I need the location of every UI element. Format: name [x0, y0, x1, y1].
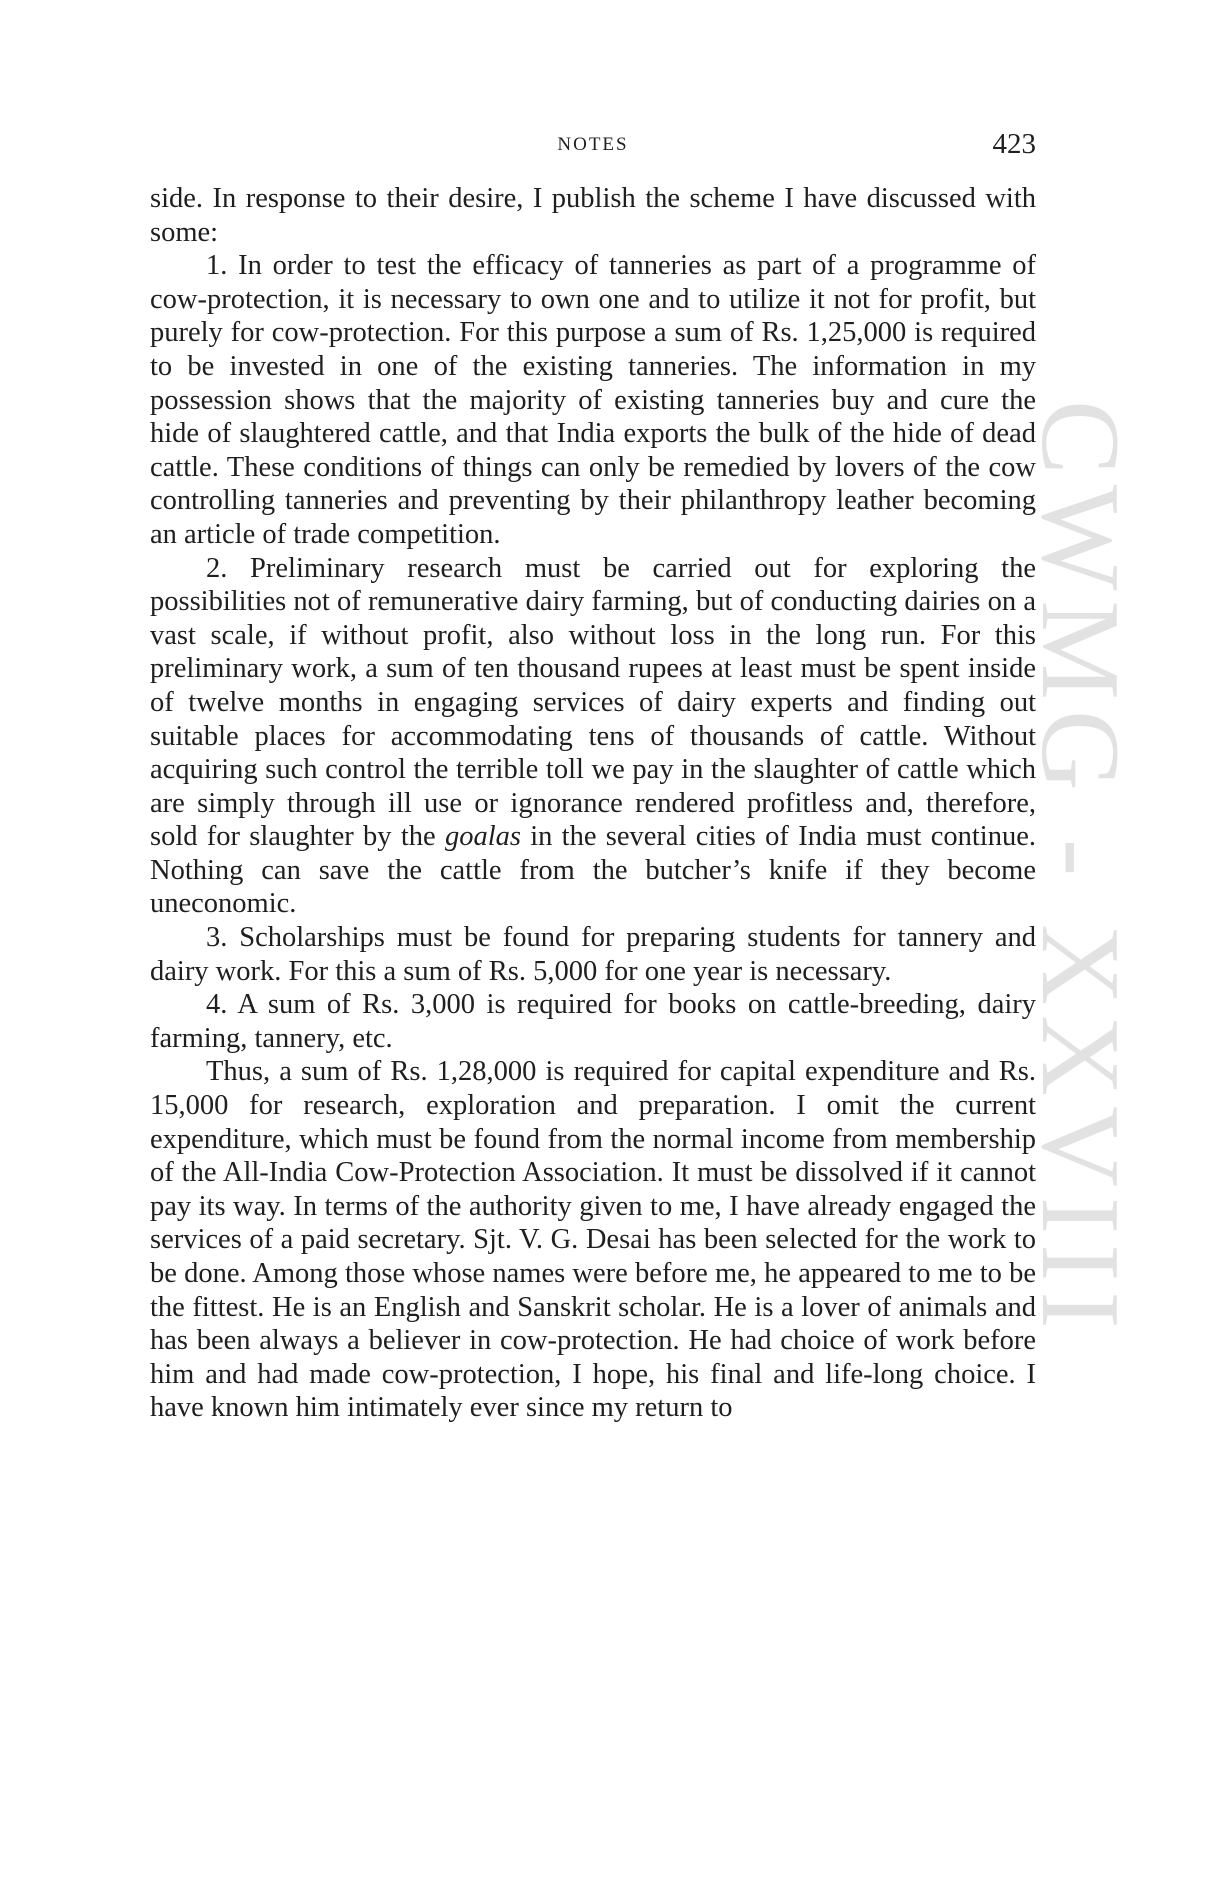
page-header	[150, 128, 1036, 168]
paragraph-intro: side. In response to their desire, I publish the scheme I have discussed with some:	[150, 183, 1036, 248]
body-text	[150, 182, 1036, 1425]
paragraph-conclusion: Thus, a sum of Rs. 1,28,000 is required for capital expenditure and Rs. 15,000 for research, exploration and preparation. I omit the current expenditure, which must be found from the normal income from membership of the All-India Cow-Protection Association. It must be dissolved if it cannot pay its way. In terms of the authority given to me, I have already engaged the services of a paid secretary. Sjt. V. G. Desai has been selected for the work to be done. Among those whose names were before me, he appeared to me to be the fittest. He is an English and Sanskrit scholar. He is a lover of animals and has been always a believer in cow-protection. He had choice of work before him and had made cow-protection, I hope, his final and life-long choice. I have known him intimately ever since my return to	[150, 1056, 1036, 1424]
point-2-text-end: in the several cities of India must continue. Nothing can save the cattle from the butcher’s knife if they become uneconomic.	[150, 821, 1037, 920]
watermark	[1018, 400, 1142, 1510]
paragraph-point-2	[150, 552, 1036, 922]
italic-term-goalas: goalas	[444, 821, 521, 853]
paragraph-point-4: 4. A sum of Rs. 3,000 is required for books on cattle-breeding, dairy farming, tannery, etc.	[150, 989, 1036, 1054]
watermark-text: CWMG - XXVIII	[1018, 400, 1142, 1339]
paragraph-point-1: 1. In order to test the efficacy of tanneries as part of a programme of cow-protection, it is necessary to own one and to utilize it not for profit, but purely for cow-protection. For this purpose a sum of Rs. 1,25,000 is required to be invested in one of the existing tanneries. The information in my possession shows that the majority of existing tanneries buy and cure the hide of slaughtered cattle, and that India exports the bulk of the hide of dead cattle. These conditions of things can only be remedied by lovers of the cow controlling tanneries and preventing by their philanthropy leather becoming an article of trade competition.	[150, 250, 1036, 550]
point-2-text-start: 2. Preliminary research must be carried out for exploring the possibilities not of remunerative dairy farming, but of conducting dairies on a vast scale, if without profit, also without loss in the long run. For this preliminary work, a sum of ten thousand rupees at least must be spent inside of twelve months in engaging services of dairy experts and finding out suitable places for accommodating tens of thousands of cattle. Without acquiring such control the terrible toll we pay in the slaughter of cattle which are simply through ill use or ignorance rendered profitless and, therefore, sold for slaughter by the	[150, 552, 1036, 853]
page-number: 423	[992, 128, 1036, 160]
paragraph-point-3: 3. Scholarships must be found for preparing students for tannery and dairy work. For this a sum of Rs. 5,000 for one year is necessary.	[150, 922, 1036, 987]
running-head: NOTES	[557, 134, 629, 155]
